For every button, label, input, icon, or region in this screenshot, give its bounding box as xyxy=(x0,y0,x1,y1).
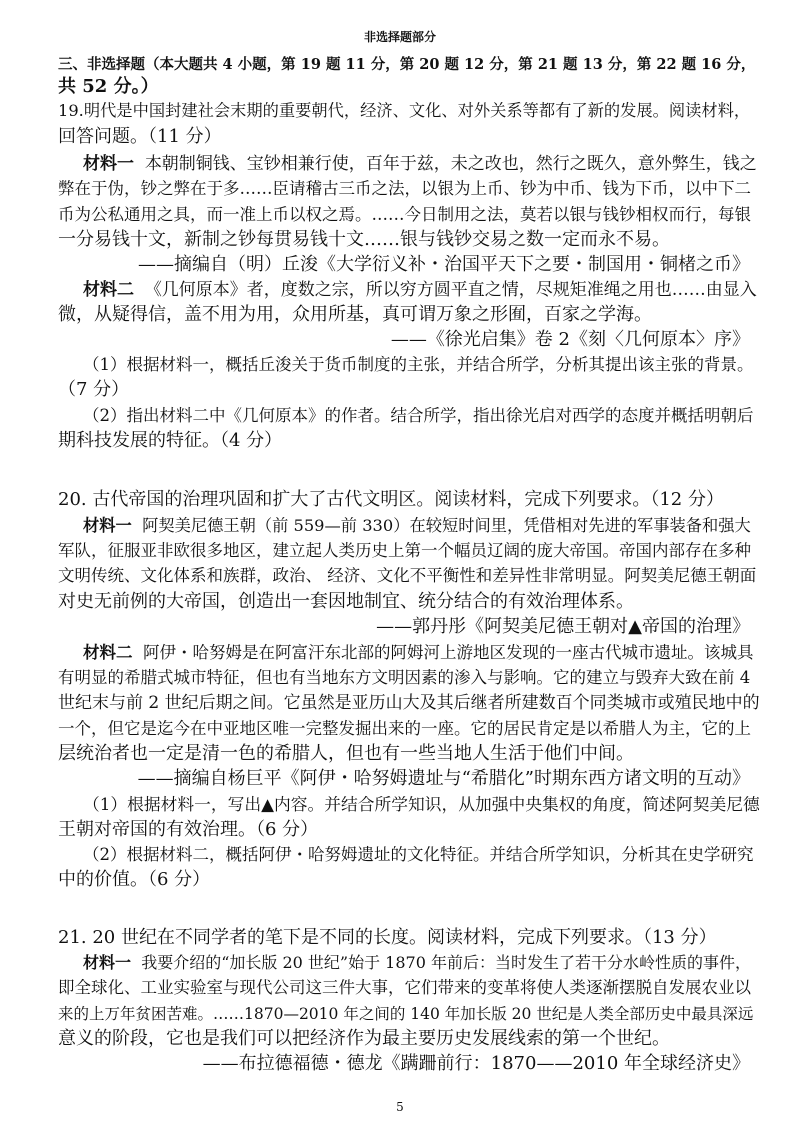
q21-stem: 21. 20 世纪在不同学者的笔下是不同的长度。阅读材料，完成下列要求。（13 分） xyxy=(58,927,717,948)
q19-stem-line-1: 19.明代是中国封建社会末期的重要朝代，经济、文化、对外关系等都有了新的发展。阅读材料， xyxy=(58,101,751,120)
q20-m2-source: ——摘编自杨巨平《阿伊・哈努姆遗址与“希腊化”时期东西方诸文明的互动》 xyxy=(137,768,750,789)
material-label: 材料二 xyxy=(83,280,134,300)
q19-stem-line-2: 回答问题。（11 分） xyxy=(58,126,222,147)
material-text: 本朝制铜钱、宝钞相兼行使，百年于兹，未之改也，然行之既久，意外弊生，钱之 xyxy=(144,154,757,174)
q21-m1-line-4: 意义的阶段，它也是我们可以把经济作为最主要历史发展线索的第一个世纪。 xyxy=(58,1028,670,1049)
q19-subq-2-line-1: （2）指出材料二中《几何原本》的作者。结合所学，指出徐光启对西学的态度并概括明朝后 xyxy=(83,406,754,425)
material-label: 材料一 xyxy=(83,516,132,535)
q20-subq-1-line-2: 王朝对帝国的有效治理。（6 分） xyxy=(58,819,319,840)
q19-m1-line-3: 币为公私通用之具，而一准上币以权之焉。……今日制用之法，莫若以银与钱钞相权而行，每银 xyxy=(58,205,751,224)
q20-m2-line-5: 层统治者也一定是清一色的希腊人，但也有一些当地人生活于他们中间。 xyxy=(58,743,634,764)
material-label: 材料一 xyxy=(83,953,132,972)
q20-m1-line-4: 对史无前例的大帝国，创造出一套因地制宜、统分结合的有效治理体系。 xyxy=(58,591,634,612)
q19-subq-1-line-2: （7 分） xyxy=(58,379,130,400)
q20-m1-source: ——郭丹彤《阿契美尼德王朝对▲帝国的治理》 xyxy=(376,616,750,637)
q19-subq-1-line-1: （1）根据材料一，概括丘浚关于货币制度的主张，并结合所学，分析其提出该主张的背景。 xyxy=(83,355,754,374)
material-label: 材料一 xyxy=(83,154,134,174)
part-header-line-2: 共 52 分。） xyxy=(58,76,159,97)
material-text: 我要介绍的“加长版 20 世纪”始于 1870 年前后：当时发生了若干分水岭性质的事件， xyxy=(141,953,751,972)
material-text: 阿契美尼德王朝（前 559—前 330）在较短时间里，凭借相对先进的军事装备和强大 xyxy=(142,516,751,535)
part-header-line-1: 三、非选择题（本大题共 4 小题，第 19 题 11 分，第 20 题 12 分，第 21 题 13 分，第 22 题 16 分， xyxy=(58,56,756,73)
q20-subq-2-line-2: 中的价值。（6 分） xyxy=(58,869,211,890)
q20-stem: 20. 古代帝国的治理巩固和扩大了古代文明区。阅读材料，完成下列要求。（12 分） xyxy=(58,489,724,510)
q19-m1-line-4: 一分易钱十文，新制之钞每贯易钱十文……银与钱钞交易之数一定而永不易。 xyxy=(58,229,670,250)
q19-m1-source: ——摘编自（明）丘浚《大学衍义补・治国平天下之要・制国用・铜楮之币》 xyxy=(138,254,750,275)
q20-subq-2-line-1: （2）根据材料二，概括阿伊・哈努姆遗址的文化特征。并结合所学知识，分析其在史学研究 xyxy=(83,845,754,864)
q21-m1-line-3: 来的上万年贫困苦难。……1870—2010 年之间的 140 年加长版 20 世纪是人类全部历史中最具深远 xyxy=(58,1005,754,1023)
q20-m2-line-4: 一个，但它是迄今在中亚地区唯一完整发掘出来的一座。它的居民肯定是以希腊人为主，它的上 xyxy=(58,719,751,738)
q20-subq-1-line-1: （1）根据材料一，写出▲内容。并结合所学知识，从加强中央集权的角度，简述阿契美尼德 xyxy=(83,794,760,814)
q19-m2-source: ——《徐光启集》卷 2《刻〈几何原本〉序》 xyxy=(390,329,750,350)
material-label: 材料二 xyxy=(83,643,133,662)
q19-m2-line-2: 微，从疑得信，盖不用为用，众用所基，真可谓万象之形囿，百家之学海。 xyxy=(58,304,652,325)
page-number: 5 xyxy=(396,1100,404,1114)
q19-material-1 xyxy=(83,151,757,177)
q20-m1-line-3: 文明传统、文化体系和族群，政治、 经济、文化不平衡性和差异性非常明显。阿契美尼德王朝面 xyxy=(58,566,757,585)
q21-material-1 xyxy=(83,950,751,976)
material-text: 《几何原本》者，度数之宗，所以穷方圆平直之情，尽规矩准绳之用也……由显入 xyxy=(144,280,757,300)
section-title: 非选择题部分 xyxy=(363,30,436,44)
q20-m2-line-3: 世纪末与前 2 世纪后期之间。它虽然是亚历山大及其后继者所建数百个同类城市或殖民地中的 xyxy=(58,693,760,713)
q20-m1-line-2: 军队，征服亚非欧很多地区，建立起人类历史上第一个幅员辽阔的庞大帝国。帝国内部存在多种 xyxy=(58,541,751,560)
q21-m1-source: ——布拉德福德・德龙《蹒跚前行：1870——2010 年全球经济史》 xyxy=(202,1053,750,1074)
q19-subq-2-line-2: 期科技发展的特征。（4 分） xyxy=(58,430,283,451)
material-text: 阿伊・哈努姆是在阿富汗东北部的阿姆河上游地区发现的一座古代城市遗址。该城具 xyxy=(143,643,754,662)
q20-m2-line-2: 有明显的希腊式城市特征，但也有当地东方文明因素的渗入与影响。它的建立与毁弃大致在前 4 xyxy=(58,668,751,687)
q20-material-2 xyxy=(83,640,754,666)
q19-material-2 xyxy=(83,277,757,303)
q21-m1-line-2: 即全球化、工业实验室与现代公司这三件大事，它们带来的变革将使人类逐渐摆脱自发展农业以 xyxy=(58,978,751,997)
q20-material-1 xyxy=(83,513,751,539)
q19-m1-line-2: 弊在于伪，钞之弊在于多……臣请稽古三币之法，以银为上币、钞为中币、钱为下币，以中下二 xyxy=(58,179,751,198)
